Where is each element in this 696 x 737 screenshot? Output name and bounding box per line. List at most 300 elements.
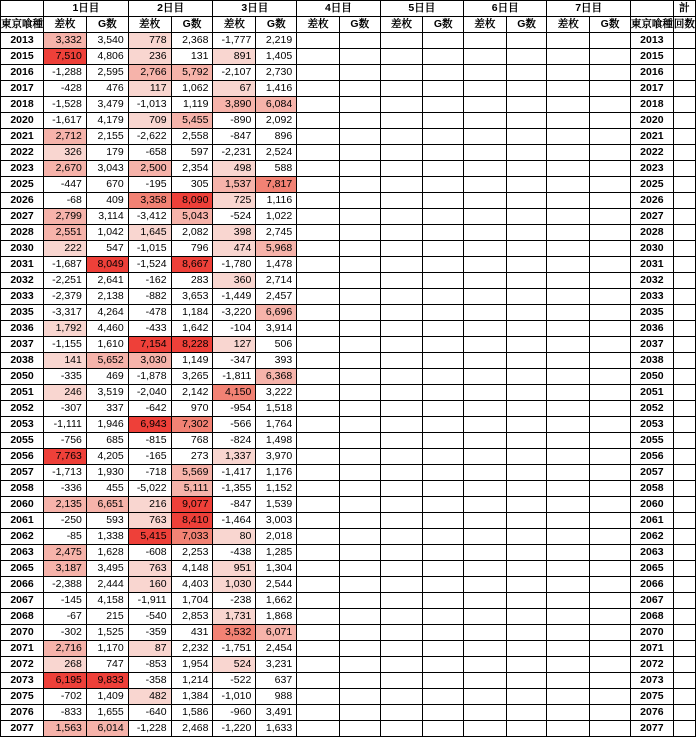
table-row	[1, 289, 696, 305]
diff-cell	[464, 625, 507, 641]
games-cell: 6,368	[256, 369, 297, 385]
games-cell	[339, 721, 380, 737]
games-cell	[423, 225, 464, 241]
diff-cell: -1,111	[44, 417, 87, 433]
games-cell: 9,077	[171, 497, 213, 513]
diff-cell: 2,766	[128, 65, 171, 81]
diff-cell	[464, 673, 507, 689]
games-cell	[423, 593, 464, 609]
diff-cell: -1,010	[213, 689, 256, 705]
machine-header: 東京喰種	[1, 17, 44, 33]
machine-id-right: 2067	[630, 593, 673, 609]
machine-id-right: 2053	[630, 417, 673, 433]
table-row	[1, 369, 696, 385]
games-cell	[590, 561, 631, 577]
games-cell	[506, 529, 547, 545]
diff-cell: 474	[213, 241, 256, 257]
games-cell: 393	[256, 353, 297, 369]
games-cell	[423, 721, 464, 737]
games-cell	[506, 561, 547, 577]
diff-cell: 3,187	[44, 561, 87, 577]
games-cell	[339, 417, 380, 433]
diff-cell: 1,563	[44, 721, 87, 737]
games-cell	[506, 625, 547, 641]
games-cell: 1,338	[86, 529, 128, 545]
diff-cell	[547, 417, 590, 433]
games-cell: 2,558	[171, 129, 213, 145]
diff-cell: 117	[128, 81, 171, 97]
diff-cell	[380, 113, 423, 129]
games-cell: 2,524	[256, 145, 297, 161]
diff-cell	[547, 33, 590, 49]
games-cell: 3,265	[171, 369, 213, 385]
machine-id-right: 2030	[630, 241, 673, 257]
diff-cell: -824	[213, 433, 256, 449]
games-cell	[339, 257, 380, 273]
machine-id: 2073	[1, 673, 44, 689]
games-cell	[590, 705, 631, 721]
diff-cell	[464, 65, 507, 81]
diff-cell	[547, 657, 590, 673]
diff-cell	[464, 225, 507, 241]
games-cell: 1,285	[256, 545, 297, 561]
diff-cell	[297, 257, 340, 273]
diff-cell	[547, 97, 590, 113]
games-cell: 9,833	[86, 673, 128, 689]
diff-cell	[297, 209, 340, 225]
diff-cell	[464, 161, 507, 177]
games-cell	[339, 513, 380, 529]
games-cell	[423, 321, 464, 337]
games-cell	[423, 289, 464, 305]
diff-cell: -847	[213, 129, 256, 145]
games-cell	[590, 625, 631, 641]
diff-cell	[547, 177, 590, 193]
count-cell	[673, 97, 695, 113]
games-cell: 1,304	[256, 561, 297, 577]
diff-cell: -2,107	[213, 65, 256, 81]
games-cell: 2,457	[256, 289, 297, 305]
machine-id: 2061	[1, 513, 44, 529]
games-cell	[590, 401, 631, 417]
diff-cell	[464, 81, 507, 97]
games-cell	[506, 161, 547, 177]
count-cell	[673, 465, 695, 481]
diff-cell: -954	[213, 401, 256, 417]
diff-cell	[547, 625, 590, 641]
games-cell: 670	[86, 177, 128, 193]
games-cell: 2,142	[171, 385, 213, 401]
diff-cell: -2,040	[128, 385, 171, 401]
games-cell: 1,525	[86, 625, 128, 641]
games-cell	[590, 33, 631, 49]
games-cell	[590, 449, 631, 465]
diff-cell	[464, 721, 507, 737]
diff-cell: -540	[128, 609, 171, 625]
games-cell	[423, 497, 464, 513]
games-cell: 1,662	[256, 593, 297, 609]
diff-cell: -165	[128, 449, 171, 465]
count-cell	[673, 625, 695, 641]
diff-cell: 4,150	[213, 385, 256, 401]
diff-cell	[380, 225, 423, 241]
machine-id: 2076	[1, 705, 44, 721]
day-header: 2日目	[128, 1, 213, 17]
games-cell	[590, 609, 631, 625]
games-cell: 8,090	[171, 193, 213, 209]
machine-id-right: 2022	[630, 145, 673, 161]
diff-cell	[547, 81, 590, 97]
diff-cell	[380, 705, 423, 721]
games-cell	[506, 545, 547, 561]
diff-cell	[547, 209, 590, 225]
corner-cell	[1, 1, 44, 17]
games-cell: 3,914	[256, 321, 297, 337]
diff-cell	[297, 593, 340, 609]
games-cell: 970	[171, 401, 213, 417]
diff-cell: -162	[128, 273, 171, 289]
games-cell: 4,158	[86, 593, 128, 609]
diff-cell: -847	[213, 497, 256, 513]
machine-id-right: 2077	[630, 721, 673, 737]
games-cell	[339, 545, 380, 561]
machine-id-right: 2055	[630, 433, 673, 449]
count-cell	[673, 161, 695, 177]
diff-cell	[547, 289, 590, 305]
diff-cell: -1,417	[213, 465, 256, 481]
games-cell	[339, 481, 380, 497]
games-cell: 1,184	[171, 305, 213, 321]
diff-cell	[464, 369, 507, 385]
machine-id: 2016	[1, 65, 44, 81]
games-cell: 1,655	[86, 705, 128, 721]
games-cell: 469	[86, 369, 128, 385]
table-row	[1, 561, 696, 577]
diff-header: 差枚	[44, 17, 87, 33]
diff-cell	[380, 465, 423, 481]
count-cell	[673, 113, 695, 129]
games-cell	[506, 33, 547, 49]
games-cell	[423, 161, 464, 177]
count-cell	[673, 337, 695, 353]
games-cell: 131	[171, 49, 213, 65]
diff-cell: 2,670	[44, 161, 87, 177]
machine-id-right: 2056	[630, 449, 673, 465]
diff-cell: -335	[44, 369, 87, 385]
diff-cell: 6,943	[128, 417, 171, 433]
diff-cell	[380, 353, 423, 369]
games-cell: 4,806	[86, 49, 128, 65]
games-cell	[590, 385, 631, 401]
games-cell	[506, 81, 547, 97]
games-cell: 2,368	[171, 33, 213, 49]
diff-cell: -833	[44, 705, 87, 721]
games-cell: 2,454	[256, 641, 297, 657]
games-cell: 3,231	[256, 657, 297, 673]
games-cell	[506, 65, 547, 81]
games-cell: 1,116	[256, 193, 297, 209]
games-cell: 8,410	[171, 513, 213, 529]
games-cell	[506, 369, 547, 385]
games-cell: 5,968	[256, 241, 297, 257]
games-cell	[506, 353, 547, 369]
machine-id-right: 2035	[630, 305, 673, 321]
games-cell	[590, 689, 631, 705]
games-cell	[339, 305, 380, 321]
diff-cell: 1,030	[213, 577, 256, 593]
diff-cell	[380, 721, 423, 737]
games-cell: 2,595	[86, 65, 128, 81]
machine-id: 2030	[1, 241, 44, 257]
games-cell: 1,062	[171, 81, 213, 97]
games-cell	[590, 241, 631, 257]
table-row	[1, 593, 696, 609]
machine-id-right: 2031	[630, 257, 673, 273]
diff-cell	[547, 257, 590, 273]
games-cell	[423, 113, 464, 129]
games-cell	[339, 385, 380, 401]
games-cell: 6,071	[256, 625, 297, 641]
games-cell	[339, 225, 380, 241]
diff-cell	[380, 49, 423, 65]
diff-cell: -428	[44, 81, 87, 97]
count-cell	[673, 657, 695, 673]
machine-id: 2026	[1, 193, 44, 209]
games-cell	[339, 497, 380, 513]
games-cell	[590, 513, 631, 529]
diff-cell	[380, 497, 423, 513]
table-row	[1, 705, 696, 721]
machine-id-right: 2037	[630, 337, 673, 353]
diff-cell	[547, 241, 590, 257]
games-cell	[506, 593, 547, 609]
games-cell: 3,043	[86, 161, 128, 177]
games-cell	[506, 657, 547, 673]
diff-cell: 763	[128, 513, 171, 529]
table-row	[1, 385, 696, 401]
day-header: 5日目	[380, 1, 463, 17]
count-cell	[673, 689, 695, 705]
diff-cell: 7,154	[128, 337, 171, 353]
machine-id: 2025	[1, 177, 44, 193]
games-cell: 588	[256, 161, 297, 177]
games-cell: 6,651	[86, 497, 128, 513]
games-cell	[506, 177, 547, 193]
diff-cell	[297, 353, 340, 369]
diff-cell	[464, 561, 507, 577]
diff-cell	[380, 161, 423, 177]
diff-cell	[380, 193, 423, 209]
games-cell	[506, 337, 547, 353]
diff-cell	[297, 113, 340, 129]
diff-cell	[380, 545, 423, 561]
machine-id: 2077	[1, 721, 44, 737]
games-cell: 747	[86, 657, 128, 673]
diff-cell: -3,220	[213, 305, 256, 321]
diff-cell	[464, 513, 507, 529]
diff-cell: 326	[44, 145, 87, 161]
diff-cell	[297, 177, 340, 193]
machine-id: 2056	[1, 449, 44, 465]
games-cell: 1,409	[86, 689, 128, 705]
diff-cell	[464, 97, 507, 113]
games-cell: 1,405	[256, 49, 297, 65]
count-cell	[673, 529, 695, 545]
day-header: 1日目	[44, 1, 129, 17]
diff-cell	[380, 577, 423, 593]
diff-cell	[464, 129, 507, 145]
diff-cell: 2,551	[44, 225, 87, 241]
diff-cell: -1,524	[128, 257, 171, 273]
games-cell	[423, 273, 464, 289]
diff-cell: -1,878	[128, 369, 171, 385]
games-cell	[590, 369, 631, 385]
table-row	[1, 81, 696, 97]
games-cell: 2,219	[256, 33, 297, 49]
games-cell	[590, 657, 631, 673]
diff-cell	[547, 593, 590, 609]
diff-cell	[380, 65, 423, 81]
diff-cell	[464, 481, 507, 497]
diff-cell: -608	[128, 545, 171, 561]
games-cell	[506, 193, 547, 209]
diff-cell	[380, 241, 423, 257]
diff-cell	[380, 369, 423, 385]
machine-id-right: 2021	[630, 129, 673, 145]
count-cell	[673, 353, 695, 369]
games-cell	[339, 161, 380, 177]
games-cell	[506, 305, 547, 321]
diff-cell: 2,712	[44, 129, 87, 145]
games-cell	[339, 289, 380, 305]
games-cell	[506, 113, 547, 129]
diff-cell: -250	[44, 513, 87, 529]
games-cell	[423, 337, 464, 353]
diff-cell	[297, 673, 340, 689]
games-cell: 506	[256, 337, 297, 353]
diff-cell	[297, 49, 340, 65]
machine-id: 2022	[1, 145, 44, 161]
games-cell	[423, 33, 464, 49]
diff-cell: 3,532	[213, 625, 256, 641]
diff-cell: -882	[128, 289, 171, 305]
diff-cell: -1,811	[213, 369, 256, 385]
diff-cell	[297, 561, 340, 577]
games-cell: 988	[256, 689, 297, 705]
machine-id-right: 2062	[630, 529, 673, 545]
games-cell	[423, 177, 464, 193]
games-cell: 1,930	[86, 465, 128, 481]
games-cell: 1,586	[171, 705, 213, 721]
games-cell	[506, 417, 547, 433]
diff-cell	[380, 433, 423, 449]
machine-id: 2036	[1, 321, 44, 337]
diff-cell: -1,449	[213, 289, 256, 305]
games-cell	[590, 417, 631, 433]
diff-cell	[297, 449, 340, 465]
games-cell	[423, 241, 464, 257]
diff-cell	[380, 689, 423, 705]
total-header: 計	[673, 1, 695, 17]
games-cell: 7,817	[256, 177, 297, 193]
machine-id-right: 2071	[630, 641, 673, 657]
diff-header: 差枚	[128, 17, 171, 33]
machine-id: 2052	[1, 401, 44, 417]
machine-id: 2017	[1, 81, 44, 97]
games-cell	[423, 257, 464, 273]
diff-cell: -1,288	[44, 65, 87, 81]
games-cell	[339, 129, 380, 145]
machine-id-right: 2023	[630, 161, 673, 177]
machine-id-right: 2038	[630, 353, 673, 369]
games-cell: 6,084	[256, 97, 297, 113]
machine-id: 2065	[1, 561, 44, 577]
games-cell	[339, 273, 380, 289]
diff-cell	[464, 209, 507, 225]
diff-cell: 1,731	[213, 609, 256, 625]
count-cell	[673, 385, 695, 401]
diff-cell: 1,337	[213, 449, 256, 465]
diff-cell: -302	[44, 625, 87, 641]
count-cell	[673, 401, 695, 417]
games-cell: 8,228	[171, 337, 213, 353]
diff-cell: -642	[128, 401, 171, 417]
machine-id-right: 2026	[630, 193, 673, 209]
diff-cell	[464, 353, 507, 369]
games-cell	[423, 145, 464, 161]
games-cell: 3,222	[256, 385, 297, 401]
games-cell	[423, 417, 464, 433]
diff-cell	[547, 113, 590, 129]
games-cell	[423, 513, 464, 529]
diff-cell	[547, 497, 590, 513]
diff-cell	[380, 657, 423, 673]
games-cell: 1,149	[171, 353, 213, 369]
diff-cell	[297, 225, 340, 241]
games-header: G数	[86, 17, 128, 33]
games-cell	[590, 433, 631, 449]
games-cell	[506, 449, 547, 465]
machine-id-right: 2063	[630, 545, 673, 561]
machine-id: 2053	[1, 417, 44, 433]
diff-cell: 246	[44, 385, 87, 401]
table-row	[1, 609, 696, 625]
diff-cell: 778	[128, 33, 171, 49]
diff-cell: -433	[128, 321, 171, 337]
games-cell: 1,152	[256, 481, 297, 497]
diff-cell: -68	[44, 193, 87, 209]
diff-cell: 3,332	[44, 33, 87, 49]
diff-cell	[380, 289, 423, 305]
diff-cell	[297, 609, 340, 625]
table-row	[1, 225, 696, 241]
games-cell	[423, 561, 464, 577]
diff-cell	[380, 97, 423, 113]
count-cell	[673, 417, 695, 433]
games-cell	[506, 225, 547, 241]
games-cell: 3,491	[256, 705, 297, 721]
games-cell: 1,416	[256, 81, 297, 97]
table-row	[1, 209, 696, 225]
diff-cell: -524	[213, 209, 256, 225]
diff-cell: -1,464	[213, 513, 256, 529]
games-cell: 8,667	[171, 257, 213, 273]
day-header: 7日目	[547, 1, 630, 17]
count-cell	[673, 33, 695, 49]
games-cell	[423, 353, 464, 369]
diff-cell	[380, 401, 423, 417]
games-cell: 431	[171, 625, 213, 641]
